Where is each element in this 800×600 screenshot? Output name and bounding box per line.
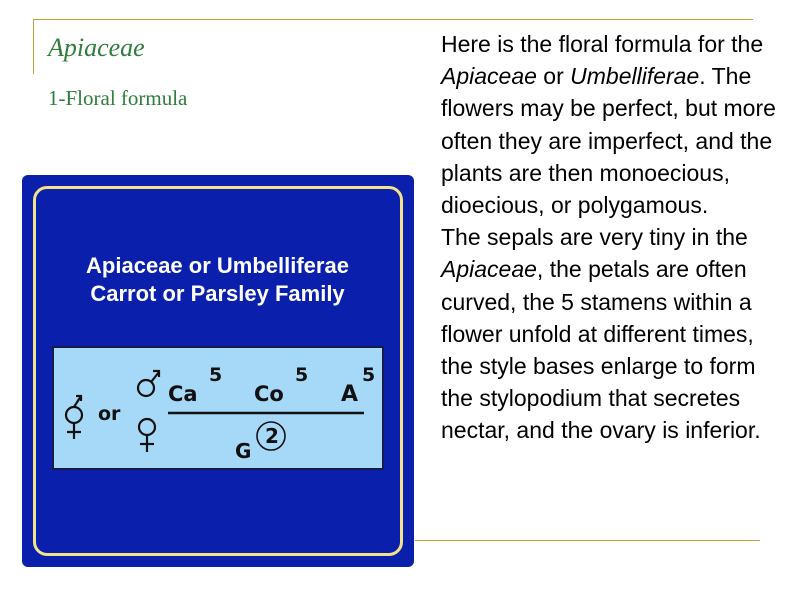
androecium-label: A xyxy=(341,382,359,407)
floral-formula-box xyxy=(52,346,384,470)
left-decor-line xyxy=(33,19,34,74)
slide-title: Apiaceae xyxy=(48,33,145,62)
calyx-count: 5 xyxy=(209,364,223,386)
female-symbol-icon xyxy=(139,419,155,452)
family-title-line-2: Carrot or Parsley Family xyxy=(90,281,345,306)
family-title-line-1: Apiaceae or Umbelliferae xyxy=(86,253,349,278)
family-title xyxy=(0,252,435,308)
gynoecium-count: 2 xyxy=(265,424,279,448)
top-decor-line xyxy=(33,19,753,20)
gynoecium-label: G xyxy=(235,439,252,463)
description-paragraph-2: The sepals are very tiny in the Apiaceae, the petals are often curved, the 5 stamens within a flower unfold at different times, the style bases enlarge to form the stylopodium that secretes nectar, and the ovary is inferior. xyxy=(441,224,761,444)
slide-subtitle: 1-Floral formula xyxy=(48,86,188,110)
androecium-count: 5 xyxy=(362,364,376,386)
male-symbol-icon xyxy=(138,371,159,396)
bottom-decor-line xyxy=(415,540,760,541)
perfect-flower-symbol-icon xyxy=(66,396,82,439)
calyx-label: Ca xyxy=(168,382,198,406)
corolla-count: 5 xyxy=(295,364,309,386)
description-paragraph-1: Here is the floral formula for the Apiaceae or Umbelliferae. The flowers may be perfect, but more often they are imperfect, and the plants are then monoecious, dioecious, or polygamous. xyxy=(441,31,776,219)
corolla-label: Co xyxy=(254,382,284,406)
floral-formula-drawing xyxy=(54,348,386,472)
description-text xyxy=(441,28,781,447)
or-word: or xyxy=(98,403,121,425)
